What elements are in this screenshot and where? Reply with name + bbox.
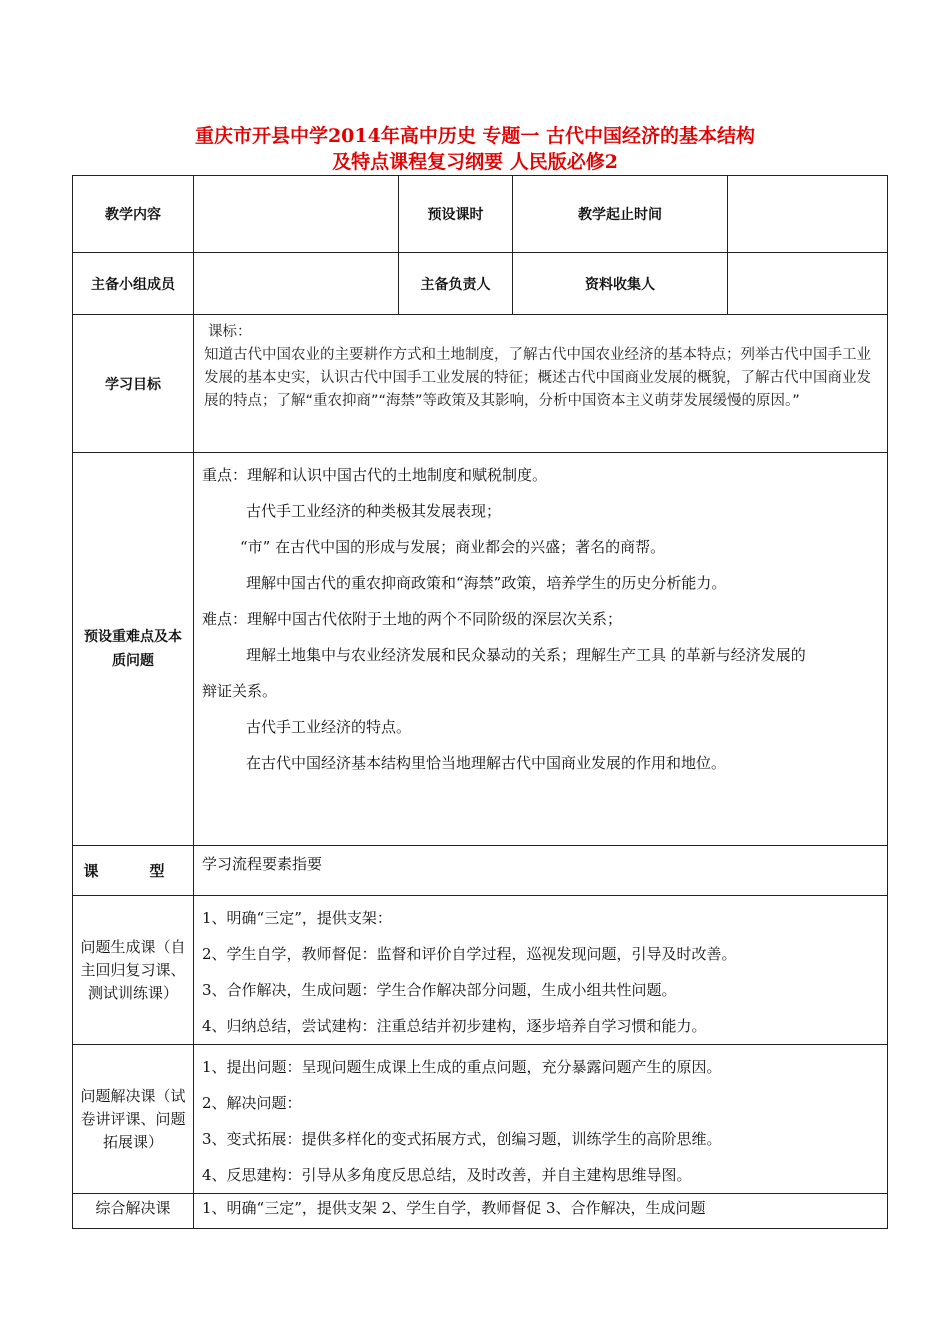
teaching-content-label: 教学内容 (73, 176, 194, 253)
document-title-line-1: 重庆市开县中学2014年高中历史 专题一 古代中国经济的基本结构 (194, 125, 756, 147)
list-item: 1、明确“三定”，提供支架： (202, 909, 392, 927)
material-collector-label: 资料收集人 (513, 253, 728, 315)
learning-goals-content (194, 315, 888, 453)
course-type-value: 学习流程要素指要 (194, 846, 888, 896)
standards-text: 知道古代中国农业的主要耕作方式和土地制度，了解古代中国农业经济的基本特点；列举古代中国手工业发展的基本史实，认识古代中国手工业发展的特征；概述古代中国商业发展的概貌，了解古代中国商业发展的特点；了解“重农抑商”“海禁”等政策及其影响，分析中国资本主义萌芽发展缓慢的原因。” (204, 347, 871, 409)
list-item: 古代手工业经济的种类极其发展表现； (246, 502, 502, 520)
list-item: 2、解决问题： (202, 1094, 302, 1112)
table-row (73, 1045, 888, 1194)
list-item: 3、合作解决，生成问题：学生合作解决部分问题，生成小组共性问题。 (202, 981, 677, 999)
table-row (73, 176, 888, 253)
lesson-plan-table (72, 175, 888, 1229)
table-row (73, 453, 888, 846)
list-item: 辩证关系。 (202, 682, 278, 700)
list-item: 1、提出问题：呈现问题生成课上生成的重点问题，充分暴露问题产生的原因。 (202, 1058, 722, 1076)
learning-goals-label: 学习目标 (73, 315, 194, 453)
standards-heading: 课标： (208, 324, 252, 340)
table-row (73, 315, 888, 453)
document-title-line-2: 及特点课程复习纲要 人民版必修2 (332, 151, 618, 173)
table-row (73, 1194, 888, 1229)
key-difficulties-content (194, 453, 888, 846)
list-item: 理解中国古代的重农抑商政策和“海禁”政策，培养学生的历史分析能力。 (246, 574, 727, 592)
generation-course-label: 问题生成课（自主回归复习课、测试训练课） (73, 896, 194, 1045)
prep-group-label: 主备小组成员 (73, 253, 194, 315)
list-item: 在古代中国经济基本结构里恰当地理解古代中国商业发展的作用和地位。 (246, 754, 727, 772)
course-type-label: 课 型 (73, 846, 194, 896)
comprehensive-course-content: 1、明确“三定”，提供支架 2、学生自学，教师督促 3、合作解决，生成问题 (194, 1194, 888, 1229)
teaching-period-label: 教学起止时间 (513, 176, 728, 253)
list-item: 4、反思建构：引导从多角度反思总结，及时改善，并自主建构思维导图。 (202, 1166, 692, 1184)
generation-course-content (194, 896, 888, 1045)
solving-course-content (194, 1045, 888, 1194)
lead-preparer-label: 主备负责人 (399, 253, 513, 315)
list-item: 3、变式拓展：提供多样化的变式拓展方式，创编习题，训练学生的高阶思维。 (202, 1130, 722, 1148)
material-collector-value[interactable] (728, 253, 888, 315)
key-difficulties-label (73, 453, 194, 846)
list-item: 4、归纳总结，尝试建构：注重总结并初步建构，逐步培养自学习惯和能力。 (202, 1017, 707, 1035)
planned-hours-label: 预设课时 (399, 176, 513, 253)
list-item: “市” 在古代中国的形成与发展；商业都会的兴盛；著名的商帮。 (240, 538, 666, 556)
table-row (73, 896, 888, 1045)
table-row (73, 846, 888, 896)
key-difficulties-label-text: 预设重难点及本质问题 (84, 629, 182, 669)
teaching-period-value[interactable] (728, 176, 888, 253)
solving-course-label: 问题解决课（试卷讲评课、问题拓展课） (73, 1045, 194, 1194)
list-item: 难点：理解中国古代依附于土地的两个不同阶级的深层次关系； (202, 610, 623, 628)
list-item: 2、学生自学，教师督促：监督和评价自学过程，巡视发现问题，引导及时改善。 (202, 945, 737, 963)
table-row (73, 253, 888, 315)
list-item: 理解土地集中与农业经济发展和民众暴动的关系；理解生产工具 的革新与经济发展的 (246, 646, 806, 664)
prep-group-value[interactable] (194, 253, 399, 315)
list-item: 古代手工业经济的特点。 (246, 718, 412, 736)
comprehensive-course-label: 综合解决课 (73, 1194, 194, 1229)
list-item: 重点：理解和认识中国古代的土地制度和赋税制度。 (202, 466, 548, 484)
teaching-content-value[interactable] (194, 176, 399, 253)
